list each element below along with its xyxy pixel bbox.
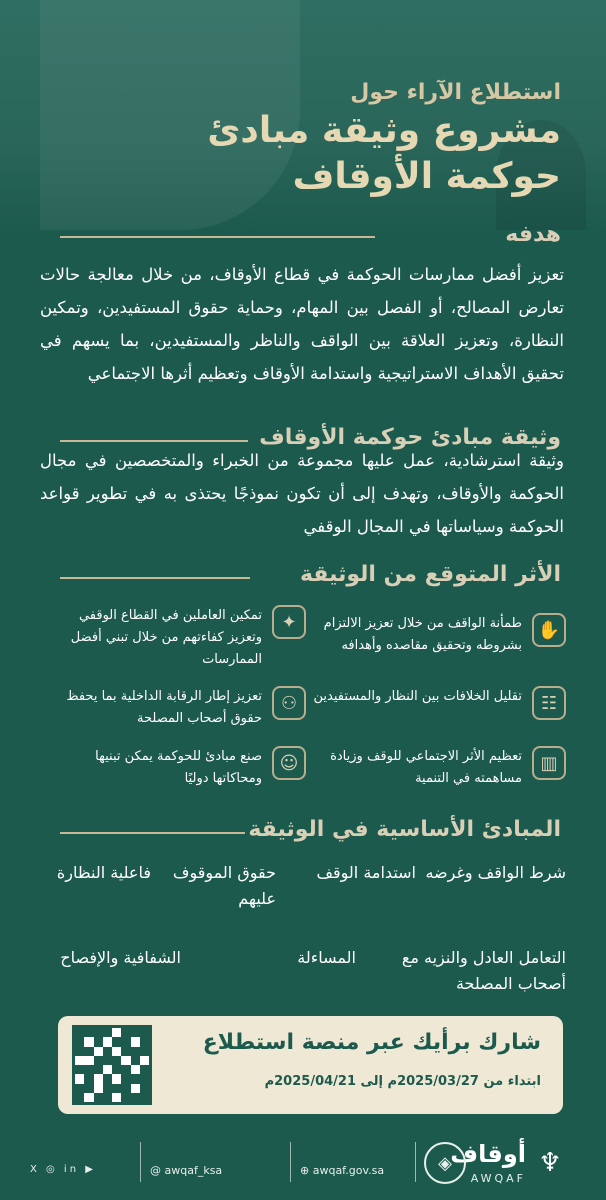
- goal-heading: هدفه: [505, 222, 561, 247]
- impact-item-text: تقليل الخلافات بين النظار والمستفيدين: [313, 689, 522, 704]
- principles-divider: [60, 832, 245, 834]
- cta-dates: ابتداء من 2025/03/27م إلى 2025/04/21م: [264, 1074, 541, 1089]
- impact-heading: الأثر المتوقع من الوثيقة: [299, 562, 561, 587]
- impact-item: [306, 746, 566, 790]
- handshake-icon: ☷: [532, 686, 566, 720]
- footer-divider: [140, 1142, 141, 1182]
- impact-item-text: صنع مبادئ للحوكمة يمكن تبنيها ومحاكاتها دوليًا: [95, 749, 262, 786]
- people-network-icon: ⚇: [272, 686, 306, 720]
- saudi-emblem-icon: ♆: [538, 1148, 562, 1178]
- goal-divider: [60, 236, 375, 238]
- website-text: awqaf.gov.sa: [312, 1164, 385, 1177]
- buildings-icon: ▥: [532, 746, 566, 780]
- goal-text: تعزيز أفضل ممارسات الحوكمة في قطاع الأوقاف، من خلال معالجة حالات تعارض المصالح، أو الفصل بين المهام، وحماية حقوق المستفيدين، وتمكين النظارة، وتعزيز العلاقة بين الواقف والناظر والمستفيدين، بما يسهم في تحقيق الأهداف الاستراتيجية واستدامة الأوقاف وتعظيم أثرها الاجتماعي: [40, 265, 564, 383]
- survey-cta-card[interactable]: [58, 1016, 563, 1114]
- impact-item-text: تعزيز إطار الرقابة الداخلية بما يحفظ حقوق أصحاب المصلحة: [66, 689, 262, 726]
- principle-item: التعامل العادل والنزيه مع أصحاب المصلحة: [401, 948, 566, 993]
- globe-people-icon: ☺: [272, 746, 306, 780]
- cta-title: شارك برأيك عبر منصة استطلاع: [202, 1030, 541, 1055]
- impact-item: [46, 686, 306, 730]
- puzzle-icon: ✦: [272, 605, 306, 639]
- impact-item: [46, 605, 306, 671]
- principle-item: الشفافية والإفصاح: [60, 948, 181, 967]
- principle-item: حقوق الموقوف عليهم: [172, 863, 276, 908]
- logo-english: AWQAF: [470, 1172, 526, 1185]
- impact-item-text: طمأنة الواقف من خلال تعزيز الالتزام بشروطه وتحقيق مقاصده وأهدافه: [323, 616, 522, 653]
- principle-item: شرط الواقف وغرضه: [425, 863, 566, 882]
- principles-heading: المبادئ الأساسية في الوثيقة: [248, 817, 561, 842]
- globe-icon: ⊕: [300, 1164, 313, 1177]
- document-heading: وثيقة مبادئ حوكمة الأوقاف: [259, 425, 561, 450]
- impact-divider: [60, 577, 250, 579]
- social-handle[interactable]: [150, 1164, 222, 1177]
- impact-item: [46, 746, 306, 790]
- document-divider: [60, 440, 248, 442]
- pre-title: استطلاع الآراء حول: [350, 80, 561, 105]
- hand-heart-icon: ✋: [532, 613, 566, 647]
- title-line-1: مشروع وثيقة مبادئ: [207, 110, 561, 151]
- document-text: وثيقة استرشادية، عمل عليها مجموعة من الخبراء والمتخصصين في مجال الحوكمة والأوقاف، وتهدف إلى أن تكون نموذجًا يحتذى به في تطوير قواعد الحوكمة وسياساتها في المجال الوقفي: [40, 451, 564, 536]
- handle-text: awqaf_ksa: [164, 1164, 223, 1177]
- social-icons[interactable]: X ◎ in ▶: [30, 1164, 96, 1175]
- logo-arabic: أوقاف: [450, 1140, 526, 1168]
- qr-code-icon[interactable]: [72, 1025, 152, 1105]
- footer: [0, 1130, 606, 1200]
- impact-item: [306, 686, 566, 720]
- title-line-2: حوكمة الأوقاف: [292, 156, 561, 197]
- impact-item-text: تعظيم الأثر الاجتماعي للوقف وزيادة مساهمته في التنمية: [330, 749, 522, 786]
- principle-item: فاعلية النظارة: [56, 863, 151, 882]
- impact-item: [306, 613, 566, 657]
- at-icon: @: [150, 1164, 165, 1177]
- footer-divider: [290, 1142, 291, 1182]
- principle-item: المساءلة: [297, 948, 356, 967]
- awqaf-seal-icon: ◈: [424, 1142, 466, 1184]
- principle-item: استدامة الوقف: [316, 863, 416, 882]
- impact-item-text: تمكين العاملين في القطاع الوقفي وتعزيز كفاءتهم من خلال تبني أفضل الممارسات: [70, 608, 262, 667]
- footer-divider: [415, 1142, 416, 1182]
- page-title: [207, 108, 561, 200]
- website-link[interactable]: [300, 1164, 384, 1177]
